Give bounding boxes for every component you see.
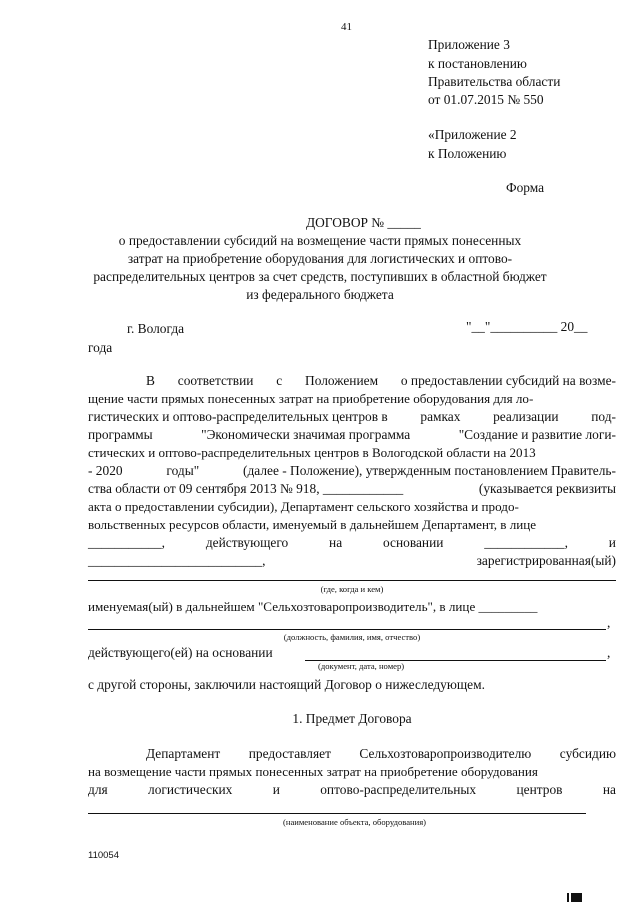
subtitle-line-1: о предоставлении субсидий на возмещение части прямых понесенных: [118, 233, 522, 248]
line-named: именуемая(ый) в дальнейшем "Сельхозтоваропроизводитель", в лице _________: [88, 599, 538, 614]
subtitle-line-3: распределительных центров за счет средств, поступивших в областной бюджет: [93, 269, 547, 284]
text-segment: стических и оптово-распределительных центров в Вологодской области на 2013: [88, 445, 536, 460]
text-segment: Сельхозтоваропроизводителю: [359, 746, 532, 761]
text-segment: - 2020: [88, 463, 123, 478]
appendix-line-1: Приложение 3: [428, 37, 510, 52]
text-segment: под-: [591, 409, 616, 424]
preamble-line-8: [88, 498, 616, 516]
text-segment: и: [608, 535, 616, 550]
subtitle-line-2: затрат на приобретение оборудования для логистических и оптово-: [127, 251, 513, 266]
blank-position-line[interactable]: [88, 629, 606, 630]
caption-document: (документ, дата, номер): [318, 661, 405, 671]
line-acting: действующего(ей) на основании: [88, 645, 273, 660]
preamble-line-2: [88, 390, 616, 408]
line-other-side: с другой стороны, заключили настоящий Договор о нижеследующем.: [88, 677, 485, 692]
city: г. Вологда: [127, 321, 185, 336]
text-segment: с: [276, 373, 283, 388]
text-segment: вольственных ресурсов области, именуемый в дальнейшем Департамент, в лице: [88, 517, 537, 532]
preamble-line-3: [88, 408, 616, 426]
text-segment: рамках: [420, 409, 461, 424]
sub-appendix-line-1: «Приложение 2: [428, 127, 517, 142]
text-segment: "Создание и развитие логи-: [458, 427, 616, 442]
section-title: 1. Предмет Договора: [292, 711, 412, 726]
comma: ,: [607, 645, 611, 660]
appendix-line-4: от 01.07.2015 № 550: [428, 92, 544, 107]
text-segment: ____________,: [484, 535, 568, 550]
text-segment: на возмещение части прямых понесенных затрат на приобретение оборудования: [88, 764, 538, 779]
preamble-line-4: [88, 426, 616, 444]
text-segment: Положением: [305, 373, 379, 388]
text-segment: основании: [383, 535, 444, 550]
scan-mark: [567, 893, 569, 902]
text-segment: на: [329, 535, 343, 550]
text-segment: оптово-распределительных: [320, 782, 477, 797]
page-number: 41: [341, 21, 352, 33]
section-line-1: [146, 745, 616, 763]
text-segment: ___________,: [88, 535, 165, 550]
text-segment: логистических: [148, 782, 233, 797]
text-segment: о предоставлении субсидий на возме-: [400, 373, 616, 388]
text-segment: на: [602, 782, 616, 797]
section-line-2: [88, 763, 616, 781]
text-segment: __________________________,: [88, 553, 266, 568]
text-segment: предоставляет: [248, 746, 331, 761]
footer-code: 110054: [88, 850, 119, 861]
text-segment: для: [88, 782, 108, 797]
text-segment: В: [146, 373, 155, 388]
blank-where-line[interactable]: [88, 580, 616, 581]
section-line-3: [88, 781, 616, 799]
preamble-line-7: [88, 480, 616, 498]
text-segment: субсидию: [559, 746, 616, 761]
text-segment: реализации: [493, 409, 559, 424]
text-segment: годы": [166, 463, 200, 478]
text-segment: (далее - Положение), утвержденным постановлением Правитель-: [243, 463, 616, 478]
text-segment: "Экономически значимая программа: [201, 427, 411, 442]
caption-where: (где, когда и кем): [320, 584, 384, 594]
date-placeholder: "__"__________ 20__: [466, 319, 588, 334]
sub-appendix-line-2: к Положению: [428, 146, 507, 161]
preamble-line-11: [88, 552, 616, 570]
text-segment: зарегистрированная(ый): [476, 553, 616, 568]
caption-position: (должность, фамилия, имя, отчество): [283, 632, 421, 642]
appendix-line-2: к постановлению: [428, 56, 527, 71]
text-segment: гистических и оптово-распределительных центров в: [88, 409, 388, 424]
preamble-line-6: [88, 462, 616, 480]
text-segment: программы: [88, 427, 153, 442]
text-segment: акта о предоставлении субсидии), Департамент сельского хозяйства и продо-: [88, 499, 519, 514]
text-segment: Департамент: [146, 746, 221, 761]
year-word: года: [88, 340, 113, 355]
text-segment: действующего: [205, 535, 289, 550]
appendix-line-3: Правительства области: [428, 74, 561, 89]
text-segment: щение части прямых понесенных затрат на приобретение оборудования для ло-: [88, 391, 534, 406]
preamble-line-9: [88, 516, 616, 534]
text-segment: (указывается реквизиты: [478, 481, 616, 496]
preamble-line-1: [146, 372, 616, 390]
scan-mark: [571, 893, 582, 902]
caption-object: (наименование объекта, оборудования): [283, 817, 427, 827]
blank-object-line[interactable]: [88, 813, 586, 814]
text-segment: соответствии: [177, 373, 254, 388]
text-segment: ства области от 09 сентября 2013 № 918, ____________: [88, 481, 404, 496]
preamble-line-10: [88, 534, 616, 552]
form-label: Форма: [506, 180, 545, 195]
text-segment: центров: [516, 782, 563, 797]
preamble-line-5: [88, 444, 616, 462]
document-title: ДОГОВОР № _____: [306, 215, 421, 230]
comma: ,: [607, 615, 611, 630]
subtitle-line-4: из федерального бюджета: [246, 287, 394, 302]
text-segment: и: [272, 782, 280, 797]
